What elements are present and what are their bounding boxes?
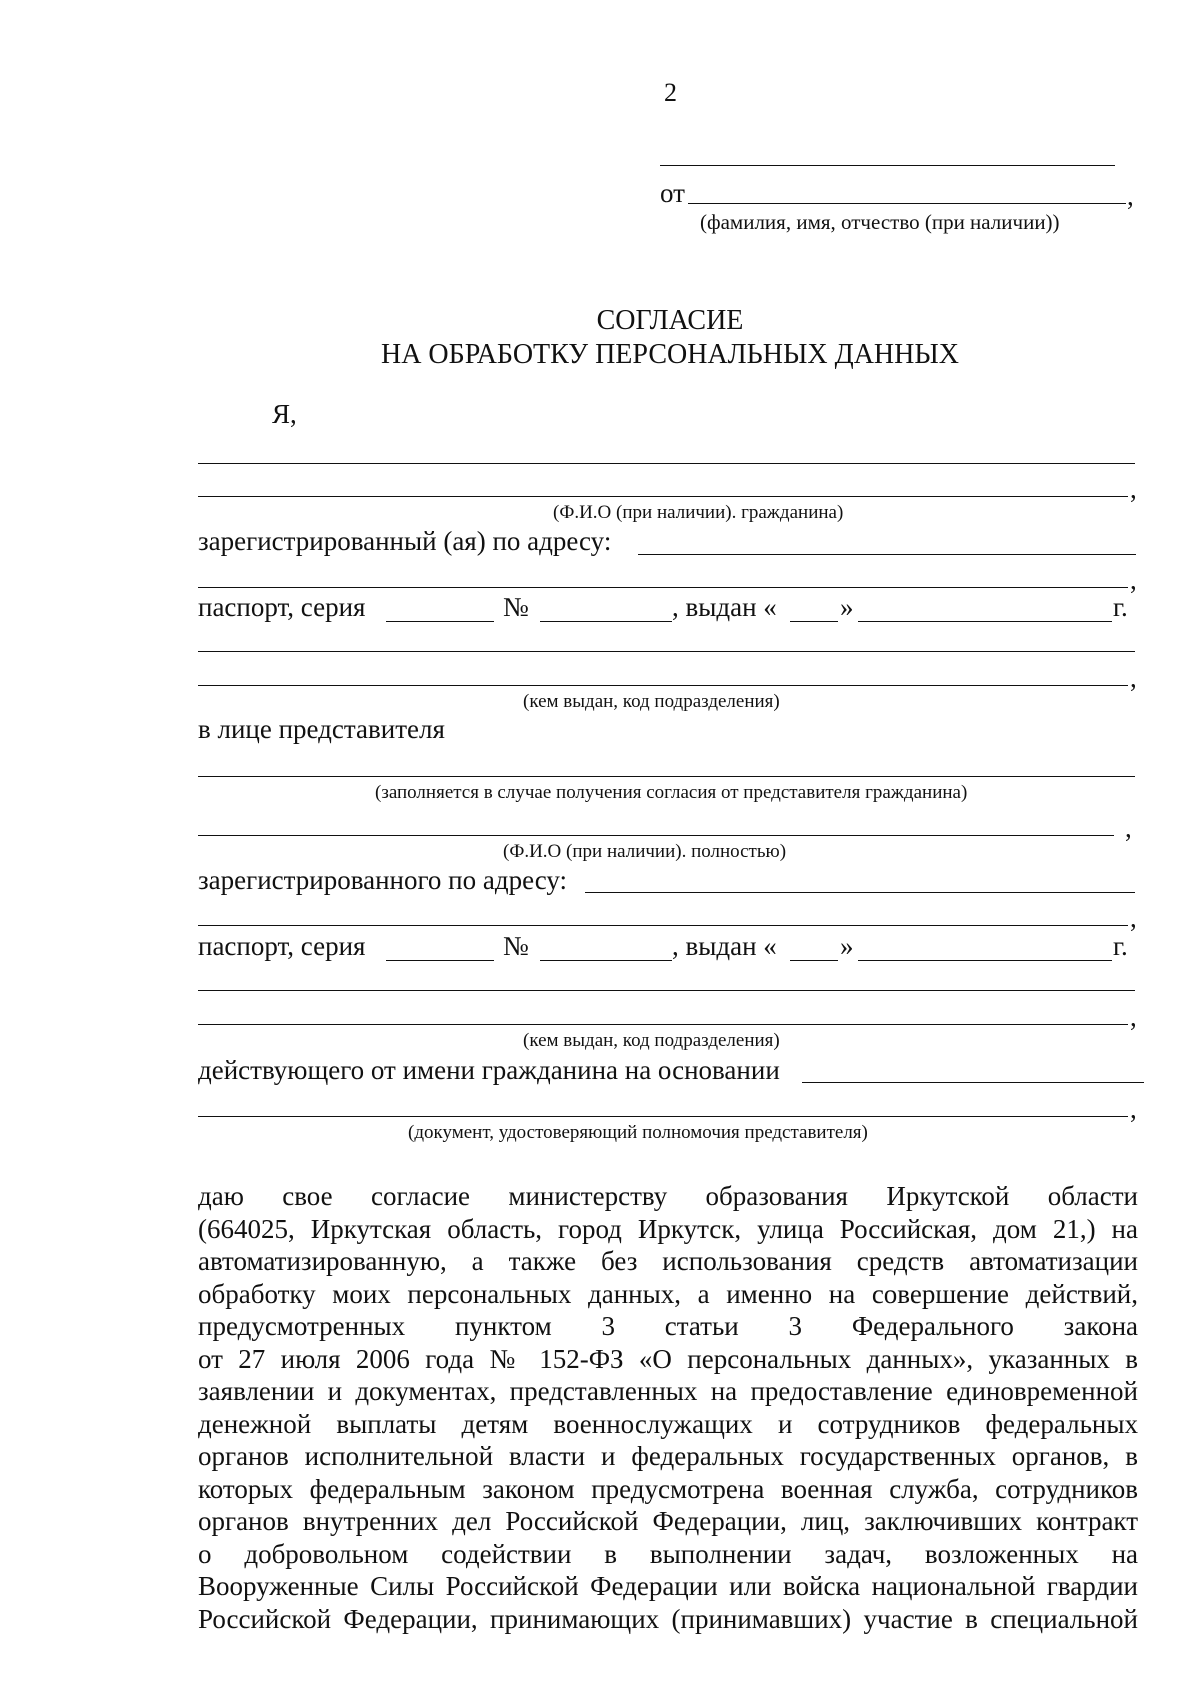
citizen-fio-comma: , — [1130, 474, 1137, 504]
citizen-year-label: г. — [1113, 592, 1128, 622]
citizen-issued-by-comma: , — [1130, 663, 1137, 693]
representative-issued-label: , выдан « — [672, 931, 777, 961]
consent-line: Российской Федерации, принимающих (принимавших) участие в специальной — [198, 1603, 1138, 1634]
page-number: 2 — [664, 78, 677, 107]
representative-issued-day-field[interactable] — [790, 960, 838, 961]
representative-fio-caption: (Ф.И.О (при наличии). полностью) — [503, 841, 787, 862]
acting-on-basis-line-2[interactable] — [198, 1116, 1128, 1117]
representative-fill-caption: (заполняется в случае получения согласия от представителя гражданина) — [375, 782, 968, 803]
representative-passport-number-field[interactable] — [540, 960, 672, 961]
consent-line: автоматизированную, а также без использования средств автоматизации — [198, 1246, 1138, 1276]
representative-issued-by-comma: , — [1130, 1002, 1137, 1032]
citizen-address-line-2[interactable] — [198, 587, 1128, 588]
representative-issued-month-year-field[interactable] — [858, 960, 1112, 961]
citizen-passport-number-field[interactable] — [540, 621, 672, 622]
consent-line: предусмотренных пунктом 3 статьи 3 Федерального закона — [198, 1311, 1138, 1341]
citizen-passport-series-label: паспорт, серия — [198, 592, 366, 622]
consent-line: органов исполнительной власти и федеральных государственных органов, в — [198, 1441, 1138, 1471]
representative-registered-label: зарегистрированного по адресу: — [198, 865, 567, 895]
consent-line: о добровольном содействии в выполнении задач, возложенных на — [198, 1538, 1138, 1569]
citizen-quote-close: » — [840, 592, 854, 622]
i-label: Я, — [272, 399, 297, 429]
representative-number-sign: № — [503, 931, 529, 961]
consent-line: заявлении и документах, представленных на предоставление единовременной — [198, 1376, 1138, 1406]
from-label: от — [660, 178, 685, 208]
consent-line: органов внутренних дел Российской Федерации, лиц, заключивших контракт — [198, 1506, 1138, 1536]
consent-paragraph — [198, 1180, 1138, 1635]
from-name-line[interactable] — [688, 203, 1126, 204]
consent-line: даю свое согласие министерству образования Иркутской области — [198, 1181, 1138, 1211]
representative-issued-by-line-2[interactable] — [198, 1024, 1128, 1025]
citizen-issued-day-field[interactable] — [790, 621, 838, 622]
citizen-registered-label: зарегистрированный (ая) по адресу: — [198, 526, 612, 556]
citizen-fio-line-1[interactable] — [198, 463, 1135, 464]
representative-line-1[interactable] — [198, 776, 1135, 777]
citizen-issued-label: , выдан « — [672, 592, 777, 622]
title-line-2: НА ОБРАБОТКУ ПЕРСОНАЛЬНЫХ ДАННЫХ — [380, 339, 959, 370]
representative-quote-close: » — [840, 931, 854, 961]
from-name-caption: (фамилия, имя, отчество (при наличии)) — [700, 210, 1060, 234]
in-person-label: в лице представителя — [198, 714, 445, 744]
acting-on-basis-label: действующего от имени гражданина на основании — [198, 1055, 780, 1085]
representative-passport-series-label: паспорт, серия — [198, 931, 366, 961]
representative-address-comma: , — [1130, 903, 1137, 933]
consent-line: Вооруженные Силы Российской Федерации или войска национальной гвардии — [198, 1571, 1138, 1601]
citizen-address-comma: , — [1130, 565, 1137, 595]
document-caption: (документ, удостоверяющий полномочия представителя) — [408, 1122, 868, 1143]
citizen-fio-caption: (Ф.И.О (при наличии). гражданина) — [553, 502, 844, 523]
consent-line: (664025, Иркутская область, город Иркутск, улица Российская, дом 21,) на — [198, 1213, 1138, 1244]
consent-line: обработку моих персональных данных, а именно на совершение действий, — [198, 1278, 1138, 1309]
representative-passport-series-field[interactable] — [386, 960, 494, 961]
representative-issued-by-caption: (кем выдан, код подразделения) — [523, 1030, 780, 1051]
representative-address-line-2[interactable] — [198, 925, 1128, 926]
citizen-number-sign: № — [503, 592, 529, 622]
citizen-issued-by-line-2[interactable] — [198, 685, 1128, 686]
citizen-issued-month-year-field[interactable] — [858, 621, 1112, 622]
representative-address-line-1[interactable] — [585, 892, 1135, 893]
consent-line: денежной выплаты детям военнослужащих и сотрудников федеральных — [198, 1408, 1138, 1439]
citizen-issued-by-caption: (кем выдан, код подразделения) — [523, 691, 780, 712]
title-line-1: СОГЛАСИЕ — [596, 305, 744, 336]
citizen-issued-by-line-1[interactable] — [198, 651, 1135, 652]
recipient-line[interactable] — [660, 165, 1115, 166]
from-comma: , — [1127, 181, 1134, 211]
acting-on-basis-comma: , — [1130, 1094, 1137, 1124]
representative-issued-by-line-1[interactable] — [198, 990, 1135, 991]
representative-year-label: г. — [1113, 931, 1128, 961]
citizen-passport-series-field[interactable] — [386, 621, 494, 622]
consent-line: которых федеральным законом предусмотрена военная служба, сотрудников — [198, 1473, 1138, 1504]
representative-fio-line[interactable] — [198, 835, 1114, 836]
consent-line: от 27 июля 2006 года № 152-ФЗ «О персональных данных», указанных в — [198, 1343, 1138, 1374]
citizen-address-line-1[interactable] — [638, 554, 1136, 555]
representative-fio-comma: , — [1125, 813, 1132, 843]
acting-on-basis-line-1[interactable] — [802, 1082, 1144, 1083]
citizen-fio-line-2[interactable] — [198, 496, 1128, 497]
